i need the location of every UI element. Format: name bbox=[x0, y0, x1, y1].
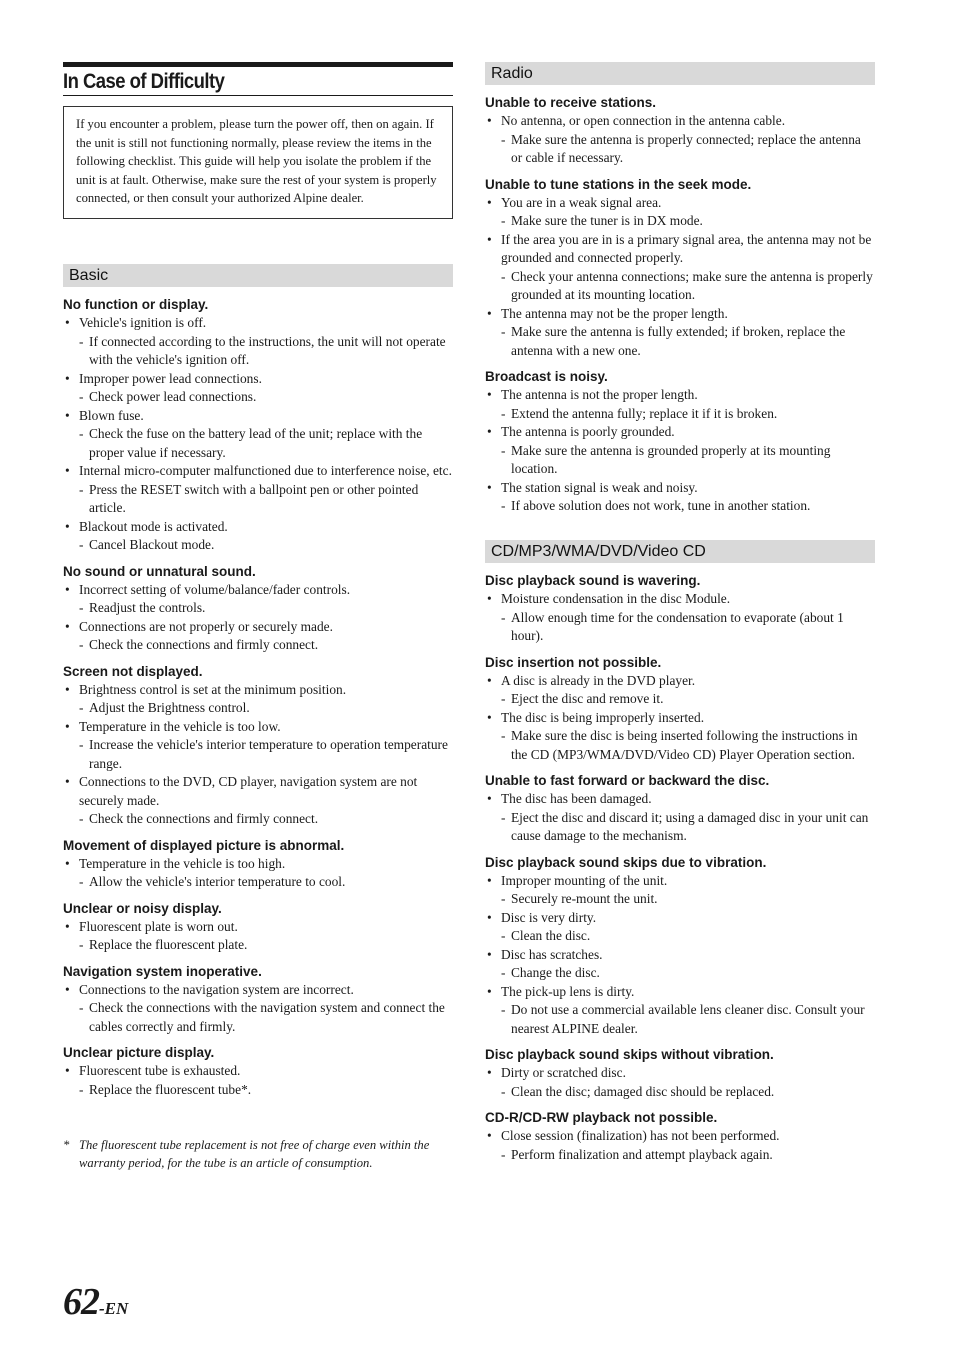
remedy-item: - Readjust the controls. bbox=[63, 599, 453, 618]
problem-entry bbox=[485, 368, 875, 516]
section-header-cd bbox=[485, 540, 875, 563]
cause-item: • Improper power lead connections. bbox=[63, 370, 453, 389]
problem-list-radio bbox=[485, 94, 875, 524]
cause-item: • A disc is already in the DVD player. bbox=[485, 672, 875, 691]
cause-item: • The disc has been damaged. bbox=[485, 790, 875, 809]
page-number-suffix: -EN bbox=[99, 1299, 129, 1318]
intro-box: If you encounter a problem, please turn the power off, then on again. If the unit is still not functioning normally, please review the items in the following checklist. This guide will help you isolate the problem if the unit is at fault. Otherwise, make sure the rest of your system is properly connected, or then consult your authorized Alpine dealer. bbox=[63, 106, 453, 219]
cause-item: • Brightness control is set at the minimum position. bbox=[63, 681, 453, 700]
remedy-item: - Check the fuse on the battery lead of the unit; replace with the proper value if necessary. bbox=[63, 425, 453, 462]
problem-entry bbox=[63, 296, 453, 555]
remedy-item: - Check power lead connections. bbox=[63, 388, 453, 407]
problem-entry bbox=[485, 1109, 875, 1164]
cause-item: • Vehicle's ignition is off. bbox=[63, 314, 453, 333]
cause-item: • The antenna is not the proper length. bbox=[485, 386, 875, 405]
problem-title: Disc playback sound skips without vibration. bbox=[485, 1047, 774, 1062]
remedy-item: - Press the RESET switch with a ballpoint pen or other pointed article. bbox=[63, 481, 453, 518]
cause-item: • Moisture condensation in the disc Module. bbox=[485, 590, 875, 609]
cause-item: • Improper mounting of the unit. bbox=[485, 872, 875, 891]
problem-title: Unclear picture display. bbox=[63, 1045, 215, 1060]
problem-entry bbox=[485, 854, 875, 1039]
section-title: CD/MP3/WMA/DVD/Video CD bbox=[485, 540, 875, 563]
remedy-item: - Eject the disc and discard it; using a damaged disc in your unit can cause damage to the mechanism. bbox=[485, 809, 875, 846]
remedy-item: - Securely re-mount the unit. bbox=[485, 890, 875, 909]
problem-title: Navigation system inoperative. bbox=[63, 963, 262, 979]
remedy-item: - Increase the vehicle's interior temperature to operation temperature range. bbox=[63, 736, 453, 773]
cause-item: • Disc has scratches. bbox=[485, 946, 875, 965]
cause-item: • Blown fuse. bbox=[63, 407, 453, 426]
cause-item: • No antenna, or open connection in the antenna cable. bbox=[485, 112, 875, 131]
problem-entry bbox=[485, 654, 875, 765]
cause-item: • The disc is being improperly inserted. bbox=[485, 709, 875, 728]
cause-item: • Fluorescent tube is exhausted. bbox=[63, 1062, 453, 1081]
remedy-item: - Clean the disc. bbox=[485, 927, 875, 946]
cause-item: • If the area you are in is a primary signal area, the antenna may not be grounded and connected properly. bbox=[485, 231, 875, 268]
cause-item: • The antenna may not be the proper length. bbox=[485, 305, 875, 324]
problem-entry bbox=[485, 94, 875, 168]
remedy-item: - Make sure the antenna is properly connected; replace the antenna or cable if necessary. bbox=[485, 131, 875, 168]
problem-title: Unable to receive stations. bbox=[485, 95, 657, 110]
remedy-item: - If connected according to the instructions, the unit will not operate with the vehicle's ignition off. bbox=[63, 333, 453, 370]
cause-item: • The pick-up lens is dirty. bbox=[485, 983, 875, 1002]
cause-item: • Dirty or scratched disc. bbox=[485, 1064, 875, 1083]
remedy-item: - Extend the antenna fully; replace it if it is broken. bbox=[485, 405, 875, 424]
problem-title: Movement of displayed picture is abnormal. bbox=[63, 837, 345, 853]
problem-entry bbox=[485, 572, 875, 646]
remedy-item: - Make sure the tuner is in DX mode. bbox=[485, 212, 875, 231]
footnote bbox=[63, 1137, 453, 1172]
remedy-item: - Clean the disc; damaged disc should be replaced. bbox=[485, 1083, 875, 1102]
remedy-item: - Perform finalization and attempt playback again. bbox=[485, 1146, 875, 1165]
section-title: Radio bbox=[485, 62, 875, 85]
title-underline bbox=[63, 95, 453, 96]
problem-entry bbox=[63, 663, 453, 829]
cause-item: • The antenna is poorly grounded. bbox=[485, 423, 875, 442]
cause-item: • The station signal is weak and noisy. bbox=[485, 479, 875, 498]
cause-item: • Fluorescent plate is worn out. bbox=[63, 918, 453, 937]
cause-item: • You are in a weak signal area. bbox=[485, 194, 875, 213]
remedy-item: - Adjust the Brightness control. bbox=[63, 699, 453, 718]
remedy-item: - Replace the fluorescent plate. bbox=[63, 936, 453, 955]
problem-list-basic bbox=[63, 296, 453, 1107]
cause-item: • Blackout mode is activated. bbox=[63, 518, 453, 537]
remedy-item: - Allow enough time for the condensation to evaporate (about 1 hour). bbox=[485, 609, 875, 646]
cause-item: • Internal micro-computer malfunctioned due to interference noise, etc. bbox=[63, 462, 453, 481]
cause-item: • Temperature in the vehicle is too low. bbox=[63, 718, 453, 737]
page-number-digits: 62 bbox=[63, 1281, 99, 1323]
problem-title: Disc playback sound is wavering. bbox=[485, 573, 701, 588]
cause-item: • Incorrect setting of volume/balance/fader controls. bbox=[63, 581, 453, 600]
problem-entry bbox=[63, 1044, 453, 1099]
cause-item: • Connections to the DVD, CD player, navigation system are not securely made. bbox=[63, 773, 453, 810]
page-header bbox=[63, 62, 453, 96]
problem-title: Unable to fast forward or backward the disc. bbox=[485, 773, 770, 788]
problem-title: No function or display. bbox=[63, 297, 209, 312]
footnote-text: The fluorescent tube replacement is not free of charge even within the warranty period, for the tube is an article of consumption. bbox=[79, 1138, 430, 1170]
remedy-item: - Allow the vehicle's interior temperature to cool. bbox=[63, 873, 453, 892]
footnote-mark: * bbox=[63, 1138, 70, 1152]
problem-entry bbox=[63, 900, 453, 955]
section-header-radio bbox=[485, 62, 875, 85]
section-title: Basic bbox=[63, 264, 453, 287]
problem-title: Disc playback sound skips due to vibration. bbox=[485, 854, 767, 870]
remedy-item: - If above solution does not work, tune in another station. bbox=[485, 497, 875, 516]
cause-item: • Disc is very dirty. bbox=[485, 909, 875, 928]
problem-list-cd bbox=[485, 572, 875, 1172]
problem-entry bbox=[63, 837, 453, 892]
problem-entry bbox=[485, 176, 875, 361]
section-header-basic bbox=[63, 264, 453, 287]
remedy-item: - Check the connections and firmly connect. bbox=[63, 636, 453, 655]
remedy-item: - Check the connections with the navigation system and connect the cables correctly and firmly. bbox=[63, 999, 453, 1036]
problem-title: Screen not displayed. bbox=[63, 663, 203, 679]
page-number bbox=[63, 1280, 128, 1324]
problem-entry bbox=[63, 563, 453, 655]
problem-entry bbox=[485, 772, 875, 846]
remedy-item: - Change the disc. bbox=[485, 964, 875, 983]
problem-title: Broadcast is noisy. bbox=[485, 369, 608, 384]
cause-item: • Close session (finalization) has not been performed. bbox=[485, 1127, 875, 1146]
remedy-item: - Make sure the disc is being inserted following the instructions in the CD (MP3/WMA/DVD/Video CD) Player Operation section. bbox=[485, 727, 875, 764]
remedy-item: - Check the connections and firmly connect. bbox=[63, 810, 453, 829]
remedy-item: - Cancel Blackout mode. bbox=[63, 536, 453, 555]
problem-title: Unable to tune stations in the seek mode. bbox=[485, 176, 752, 192]
problem-entry bbox=[485, 1046, 875, 1101]
remedy-item: - Make sure the antenna is fully extended; if broken, replace the antenna with a new one. bbox=[485, 323, 875, 360]
page-title: In Case of Difficulty bbox=[63, 70, 225, 93]
problem-title: No sound or unnatural sound. bbox=[63, 563, 256, 579]
cause-item: • Connections are not properly or securely made. bbox=[63, 618, 453, 637]
remedy-item: - Replace the fluorescent tube*. bbox=[63, 1081, 453, 1100]
problem-entry bbox=[63, 963, 453, 1037]
remedy-item: - Eject the disc and remove it. bbox=[485, 690, 875, 709]
problem-title: CD-R/CD-RW playback not possible. bbox=[485, 1110, 718, 1125]
cause-item: • Temperature in the vehicle is too high. bbox=[63, 855, 453, 874]
problem-title: Unclear or noisy display. bbox=[63, 900, 222, 916]
cause-item: • Connections to the navigation system are incorrect. bbox=[63, 981, 453, 1000]
remedy-item: - Do not use a commercial available lens cleaner disc. Consult your nearest ALPINE dealer. bbox=[485, 1001, 875, 1038]
problem-title: Disc insertion not possible. bbox=[485, 654, 662, 670]
remedy-item: - Check your antenna connections; make sure the antenna is properly grounded at its mounting location. bbox=[485, 268, 875, 305]
remedy-item: - Make sure the antenna is grounded properly at its mounting location. bbox=[485, 442, 875, 479]
